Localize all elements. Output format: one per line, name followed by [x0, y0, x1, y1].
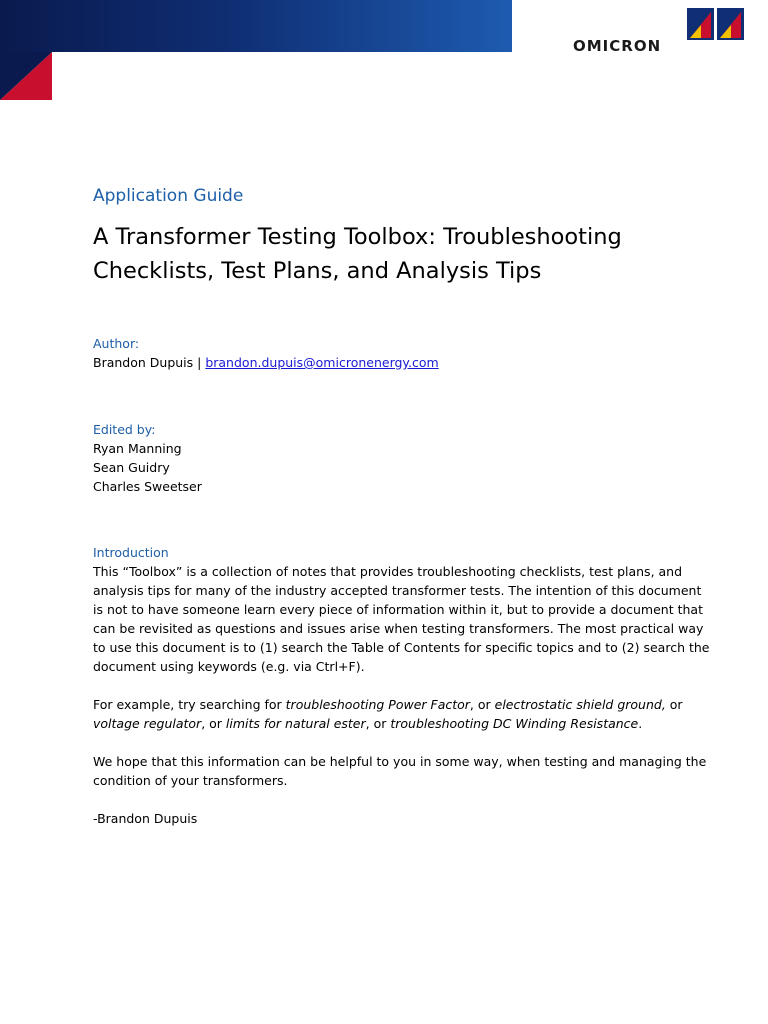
author-line	[93, 353, 439, 372]
intro-line: to use this document is to (1) search the Table of Contents for specific topics and to (2) search the	[93, 640, 710, 655]
author-name: Brandon Dupuis |	[93, 355, 206, 370]
red-corner-accent	[0, 52, 52, 100]
example-line-2	[93, 714, 723, 733]
intro-line: is not to have someone learn every piece of information within it, but to provide a document that	[93, 602, 703, 617]
intro-line: This “Toolbox” is a collection of notes that provides troubleshooting checklists, test plans, and	[93, 564, 683, 579]
signature: -Brandon Dupuis	[93, 811, 198, 826]
header-banner	[0, 0, 512, 52]
editor-name: Sean Guidry	[93, 460, 170, 475]
omicron-logo-icon	[687, 8, 745, 44]
omicron-logo-text: OMICRON	[573, 37, 662, 55]
editor-name: Charles Sweetser	[93, 479, 202, 494]
example-keyword: troubleshooting DC Winding Resistance	[390, 716, 639, 731]
application-guide-label: Application Guide	[93, 186, 244, 206]
example-text: , or	[365, 716, 391, 731]
introduction-heading: Introduction	[93, 545, 169, 560]
example-text: or	[665, 697, 683, 712]
example-text: , or	[469, 697, 495, 712]
intro-line: document using keywords (e.g. via Ctrl+F).	[93, 659, 365, 674]
intro-line: can be revisited as questions and issues arise when testing transformers. The most practical way	[93, 621, 704, 636]
editors-section	[93, 420, 202, 496]
example-text: For example, try searching for	[93, 697, 286, 712]
intro-line: analysis tips for many of the industry accepted transformer tests. The intention of this document	[93, 583, 702, 598]
example-keyword: troubleshooting Power Factor	[285, 697, 470, 712]
example-keyword: limits for natural ester	[225, 716, 366, 731]
author-label: Author:	[93, 336, 140, 351]
closing-line: condition of your transformers.	[93, 773, 288, 788]
title-line-2: Checklists, Test Plans, and Analysis Tips	[93, 258, 542, 284]
author-email-link[interactable]: brandon.dupuis@omicronenergy.com	[205, 355, 439, 370]
closing-paragraph	[93, 752, 723, 790]
author-section	[93, 334, 439, 372]
introduction-section	[93, 543, 723, 847]
example-text: .	[638, 716, 643, 731]
edited-by-label: Edited by:	[93, 422, 156, 437]
example-text: , or	[201, 716, 226, 731]
example-keyword: electrostatic shield ground,	[494, 697, 666, 712]
example-keyword: voltage regulator	[93, 716, 202, 731]
document-title	[93, 220, 713, 288]
example-paragraph	[93, 695, 723, 733]
example-line-1	[93, 695, 723, 714]
editor-name: Ryan Manning	[93, 441, 182, 456]
title-line-1: A Transformer Testing Toolbox: Troubleshooting	[93, 224, 622, 250]
intro-paragraph	[93, 562, 723, 676]
closing-line: We hope that this information can be helpful to you in some way, when testing and managing the	[93, 754, 707, 769]
